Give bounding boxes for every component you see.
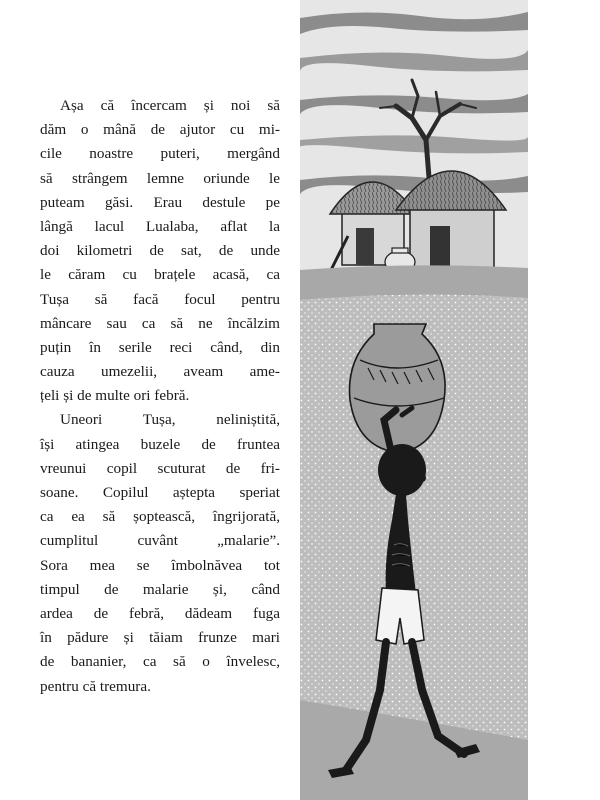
text-line: cile noastre puteri, mergând (40, 145, 280, 163)
text-line: pentru că tremura. (40, 677, 151, 695)
text-line: Așa că încercam și noi să (60, 97, 280, 114)
text-line: timpul de malarie și, când (40, 580, 280, 598)
text-line: mâncare sau ca să ne încălzim (40, 314, 280, 332)
text-line: puțin în serile reci când, din (40, 338, 280, 356)
text-line: vreunui copil scuturat de fri- (40, 459, 280, 477)
text-line: doi kilometri de sat, de unde (40, 242, 280, 260)
text-line: Sora mea se îmbolnăvea tot (40, 556, 280, 574)
text-line: puteam găsi. Erau destule pe (40, 193, 280, 211)
text-line: în pădure și tăiam frunze mari (40, 629, 280, 647)
text-line: de bananier, ca să o învelesc, (40, 653, 280, 671)
text-line: cumplitul cuvânt „malarie”. (40, 532, 280, 550)
text-line: să strângem lemne oriunde le (40, 169, 280, 187)
text-line: cauza umezelii, aveam ame- (40, 363, 280, 381)
story-text (40, 94, 280, 699)
text-line: ardea de febră, dădeam fuga (40, 604, 280, 622)
text-line: soane. Copilul aștepta speriat (40, 484, 280, 501)
text-line: lângă lacul Lualaba, aflat la (40, 217, 280, 235)
text-line: își atingea buzele de fruntea (40, 435, 280, 453)
text-line: Tușa să facă focul pentru (40, 290, 280, 308)
text-line: ca ea să șoptească, îngrijorată, (40, 508, 280, 526)
text-line: țeli și de multe ori febră. (40, 387, 190, 405)
text-line: le căram cu brațele acasă, ca (40, 266, 280, 284)
text-line: Uneori Tușa, neliniștită, (60, 411, 280, 429)
text-line: dăm o mână de ajutor cu mi- (40, 121, 280, 139)
village-illustration (300, 0, 528, 800)
